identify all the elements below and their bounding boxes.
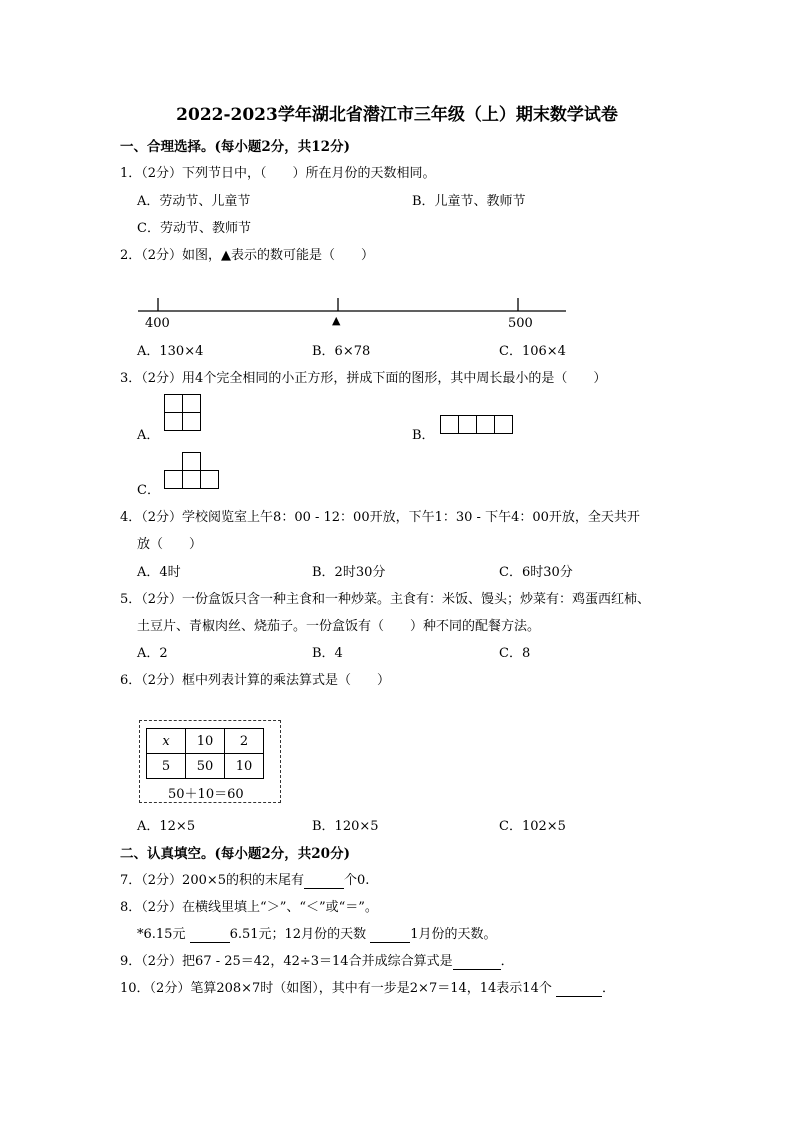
unit-square (458, 415, 477, 434)
question-1-stem: 1．（2分）下列节日中，（ ）所在月份的天数相同。 (120, 166, 436, 181)
question-7 (120, 869, 369, 889)
number-line-label-500: 500 (508, 316, 533, 331)
question-1-option-b[interactable]: B．儿童节、教师节 (412, 194, 526, 209)
question-2-option-a[interactable]: A．130×4 (137, 344, 204, 359)
question-10-text-end: ． (601, 981, 615, 996)
unit-square (182, 452, 201, 471)
number-line (0, 0, 794, 340)
question-4-stem-line1: 4．（2分）学校阅览室上午8：00 - 12：00开放，下午1：30 - 下午4：00开放，全天共开 (120, 510, 640, 525)
answer-blank[interactable] (304, 873, 344, 889)
number-line-label-400: 400 (145, 316, 170, 331)
question-3-option-a[interactable]: A． (137, 428, 160, 443)
triangle-marker-icon: ▲ (332, 314, 341, 327)
unit-square (200, 470, 219, 489)
question-9-text-end: ． (500, 954, 514, 969)
table-cell: 10 (225, 754, 264, 779)
question-1-option-c[interactable]: C．劳动节、教师节 (137, 221, 251, 236)
question-5-option-c[interactable]: C．8 (499, 646, 531, 661)
table-cell: 2 (225, 729, 264, 754)
question-7-text: 7．（2分）200×5的积的末尾有 (120, 873, 305, 888)
question-9 (120, 950, 514, 970)
unit-square (182, 470, 201, 489)
section-heading-1: 一、合理选择。(每小题2分，共12分) (120, 139, 350, 155)
question-6-option-b[interactable]: B．120×5 (312, 819, 379, 834)
answer-blank[interactable] (370, 927, 410, 943)
question-8-item-end: 1月份的天数。 (410, 927, 497, 942)
question-4-option-c[interactable]: C．6时30分 (499, 565, 573, 580)
question-2-option-c[interactable]: C．106×4 (499, 344, 566, 359)
question-4-option-a[interactable]: A．4时 (137, 565, 181, 580)
question-3-stem: 3．（2分）用4个完全相同的小正方形，拼成下面的图形，其中周长最小的是（ ） (120, 371, 607, 386)
question-2-stem: 2．（2分）如图，▲表示的数可能是（ ） (120, 248, 375, 263)
question-4-stem-line2: 放（ ） (137, 537, 203, 552)
question-1-option-a[interactable]: A．劳动节、儿童节 (137, 194, 251, 209)
question-9-text: 9．（2分）把67 - 25＝42，42÷3＝14合并成综合算式是 (120, 954, 453, 969)
unit-square (440, 415, 459, 434)
question-10-text: 10．（2分）笔算208×7时（如图），其中有一步是2×7＝14，14表示14个 (120, 981, 556, 996)
question-6-option-c[interactable]: C．102×5 (499, 819, 566, 834)
unit-square (182, 412, 201, 431)
unit-square (164, 394, 183, 413)
question-7-text-end: 个0. (344, 873, 370, 888)
question-5-option-a[interactable]: A．2 (137, 646, 168, 661)
answer-blank[interactable] (556, 981, 602, 997)
unit-square (164, 412, 183, 431)
table-row (147, 754, 264, 779)
multiplication-table (146, 728, 264, 779)
question-8-items (137, 923, 496, 943)
table-cell: 5 (147, 754, 186, 779)
unit-square (182, 394, 201, 413)
question-2-option-b[interactable]: B．6×78 (312, 344, 371, 359)
table-cell: x (147, 729, 186, 754)
sum-equation: 50＋10＝60 (168, 787, 244, 802)
question-5-stem-line2: 土豆片、青椒肉丝、烧茄子。一份盒饭有（ ）种不同的配餐方法。 (137, 619, 541, 634)
unit-square (494, 415, 513, 434)
unit-square (164, 470, 183, 489)
question-10 (120, 977, 615, 997)
unit-square (476, 415, 495, 434)
question-8-stem: 8．（2分）在横线里填上“＞”、“＜”或“＝”。 (120, 900, 378, 915)
table-row (147, 729, 264, 754)
answer-blank[interactable] (453, 954, 501, 970)
question-8-item-b: 6.51元；12月份的天数 (229, 927, 371, 942)
table-cell: 10 (186, 729, 225, 754)
question-5-option-b[interactable]: B．4 (312, 646, 343, 661)
page-title: 2022-2023学年湖北省潜江市三年级（上）期末数学试卷 (176, 105, 618, 125)
question-6-option-a[interactable]: A．12×5 (137, 819, 196, 834)
question-6-stem: 6．（2分）框中列表计算的乘法算式是（ ） (120, 673, 391, 688)
question-4-option-b[interactable]: B．2时30分 (312, 565, 386, 580)
section-heading-2: 二、认真填空。(每小题2分，共20分) (120, 846, 350, 862)
table-cell: 50 (186, 754, 225, 779)
question-8-item-a: *6.15元 (137, 927, 190, 942)
question-3-option-c[interactable]: C． (137, 483, 160, 498)
question-5-stem-line1: 5．（2分）一份盒饭只含一种主食和一种炒菜。主食有：米饭、馒头；炒菜有：鸡蛋西红柿、 (120, 592, 651, 607)
question-3-option-b[interactable]: B． (412, 428, 435, 443)
answer-blank[interactable] (190, 927, 230, 943)
